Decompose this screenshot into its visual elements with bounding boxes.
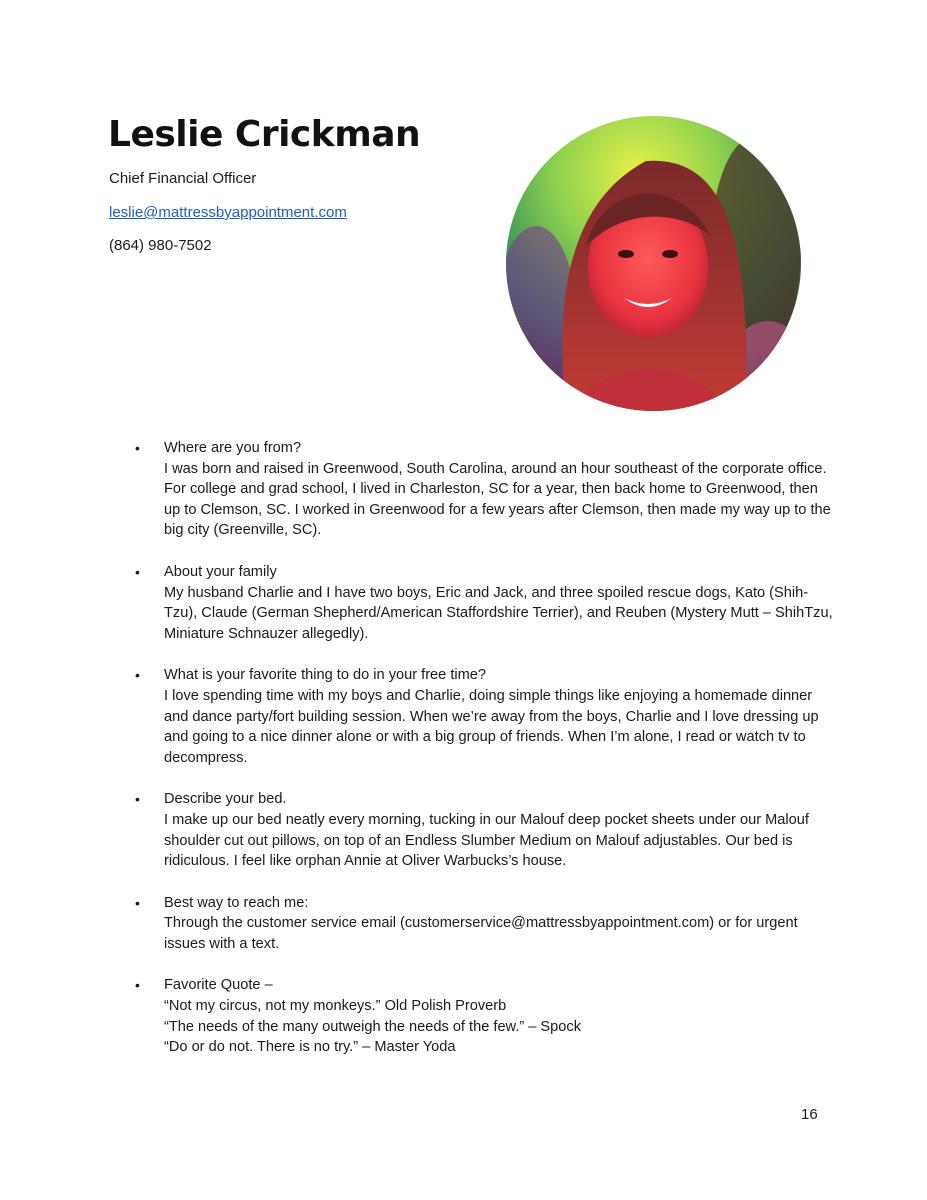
bullet-icon: • (135, 440, 140, 456)
bullet-icon: • (135, 667, 140, 684)
qa-item (135, 438, 835, 541)
profile-photo (506, 116, 801, 411)
answer-text: I love spending time with my boys and Charlie, doing simple things like enjoying a homemade dinner and dance party/fort building session. When we’re away from the boys, Charlie and I love dressing up and going to a nice dinner alone or with a big group of friends. When I’m alone, I read or watch tv to decompress. (164, 687, 819, 766)
page-number: 16 (801, 1106, 818, 1123)
quotes-heading: Favorite Quote – (164, 977, 273, 994)
answer-text: I make up our bed neatly every morning, tucking in our Malouf deep pocket sheets under our Malouf shoulder cut out pillows, on top of an Endless Slumber Medium on Malouf adjustables. Our bed is ridiculous. I feel like orphan Annie at Oliver Warbucks’s house. (164, 811, 809, 870)
qa-item-quotes (135, 975, 835, 1057)
answer-text: I was born and raised in Greenwood, South Carolina, around an hour southeast of the corporate office. For college and grad school, I lived in Charleston, SC for a year, then back home to Greenwood, then up to Clemson, SC. I worked in Greenwood for a few years after Clemson, then made my way up to the big city (Greenville, SC). (164, 460, 831, 539)
question-text: Where are you from? (164, 440, 302, 456)
email-link[interactable]: leslie@mattressbyappointment.com (109, 204, 347, 221)
quote-line: “Do or do not. There is no try.” – Master Yoda (164, 1039, 456, 1056)
qa-item (135, 789, 835, 871)
bullet-icon: • (135, 563, 140, 580)
quote-line: “The needs of the many outweigh the needs of the few.” – Spock (164, 1018, 581, 1035)
answer-text: Through the customer service email (customerservice@mattressbyappointment.com) or for urgent issues with a text. (164, 915, 798, 952)
bullet-icon: • (135, 894, 140, 911)
question-text: About your family (164, 563, 277, 580)
bullet-icon: • (135, 977, 140, 994)
question-text: Describe your bed. (164, 791, 287, 808)
question-text: What is your favorite thing to do in your free time? (164, 667, 487, 684)
profile-photo-image (506, 116, 801, 411)
job-title: Chief Financial Officer (109, 170, 257, 187)
question-text: Best way to reach me: (164, 894, 309, 911)
profile-name: Leslie Crickman (108, 114, 421, 155)
bullet-icon: • (135, 791, 140, 808)
qa-item (135, 893, 835, 955)
qa-item (135, 562, 835, 644)
qa-item (135, 665, 835, 768)
answer-text: My husband Charlie and I have two boys, Eric and Jack, and three spoiled rescue dogs, Kato (Shih-Tzu), Claude (German Shepherd/American Staffordshire Terrier), and Reuben (Mystery Mutt – ShihTzu, Miniature Schnauzer allegedly). (164, 584, 833, 642)
phone-number: (864) 980-7502 (109, 237, 212, 254)
quote-line: “Not my circus, not my monkeys.” Old Polish Proverb (164, 998, 507, 1015)
qa-list (135, 438, 835, 1079)
